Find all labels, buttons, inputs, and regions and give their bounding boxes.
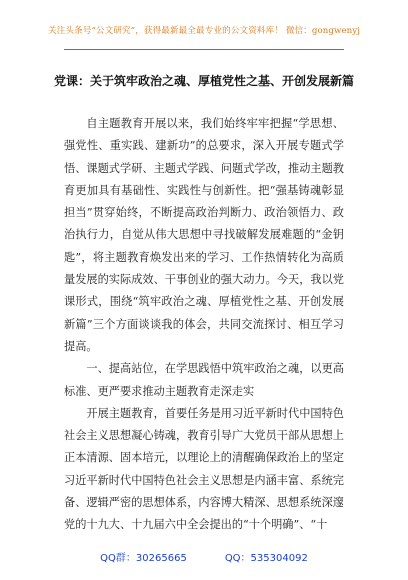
header-divider xyxy=(64,49,344,50)
footer-qq-group: QQ群：30265665 xyxy=(100,553,187,564)
document-body xyxy=(64,113,344,537)
footer-contact xyxy=(0,549,408,564)
footer-qq: QQ：535304092 xyxy=(224,553,308,564)
section-paragraph: 开展主题教育，首要任务是用习近平新时代中国特色社会主义思想凝心铸魂，教育引导广大党员干部从思想上正本清源、固本培元，以理论上的清醒确保政治上的坚定习近平新时代中国特色社会主义思想是内涵丰富、系统完备、逻辑严密的思想体系，内容博大精深、思想系统深邃党的十九大、十九届六中全会提出的“十个明确”、“十 xyxy=(64,406,344,532)
intro-paragraph: 自主题教育开展以来，我们始终牢牢把握“学思想、强党性、重实践、建新功”的总要求，深入开展专题式学悟、课题式学研、主题式学践、问题式学改，推动主题教育更加具有基础性、实践性与创新性。把“强基铸魂彰显担当”贯穿始终，不断提高政治判断力、政治领悟力、政治执行力，自觉从伟大思想中寻找破解发展难题的“金钥匙”，将主题教育焕发出来的学习、工作热情转化为高质量发展的实际成效、干事创业的强大动力。今天，我以党课形式，围绕“筑牢政治之魂、厚植党性之基、开创发展新篇”三个方面谈谈我的体会，共同交流探讨、相互学习提高。 xyxy=(64,117,344,353)
header-promo-text: 关注头条号“公文研究”，获得最新最全最专业的公文资料库！ 微信：gongwenyj xyxy=(47,26,361,36)
section-heading: 一、提高站位，在学思践悟中筑牢政治之魂，以更高标准、更严要求推动主题教育走深走实 xyxy=(64,362,344,398)
document-title: 党课：关于筑牢政治之魂、厚植党性之基、开创发展新篇 xyxy=(53,74,354,88)
